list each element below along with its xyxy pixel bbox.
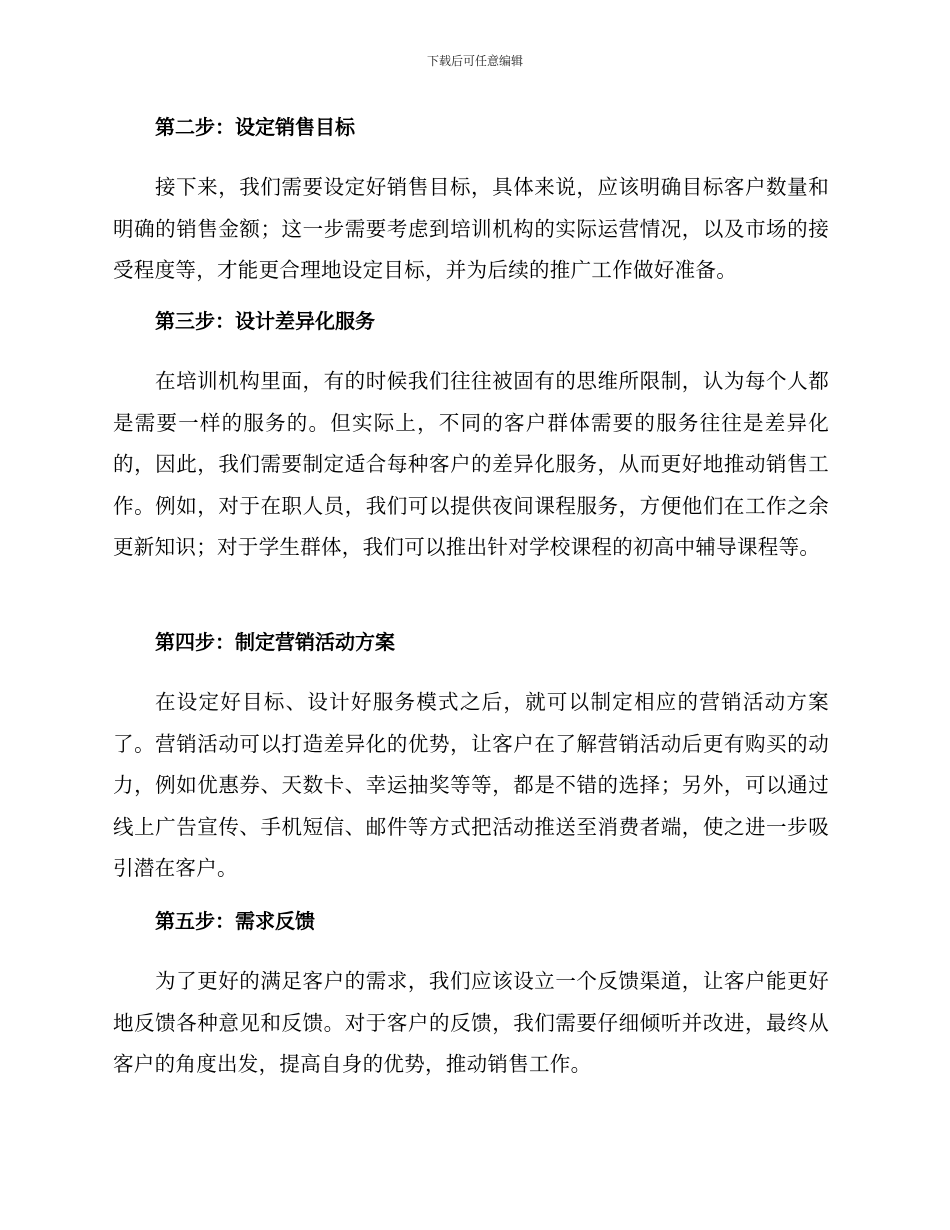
section-paragraph: 在培训机构里面，有的时候我们往往被固有的思维所限制，认为每个人都是需要一样的服务的。但实际上，不同的客户群体需要的服务往往是差异化的，因此，我们需要制定适合每种客户的差异化服务，从而更好地推动销售工作。例如，对于在职人员，我们可以提供夜间课程服务，方便他们在工作之余更新知识；对于学生群体，我们可以推出针对学校课程的初高中辅导课程等。 [113,369,829,559]
section-step-three [113,307,829,569]
section-step-four [113,628,829,890]
section-heading: 第三步：设计差异化服务 [155,309,375,333]
section-paragraph: 为了更好的满足客户的需求，我们应该设立一个反馈渠道，让客户能更好地反馈各种意见和反馈。对于客户的反馈，我们需要仔细倾听并改进，最终从客户的角度出发，提高自身的优势，推动销售工作。 [113,969,829,1076]
section-step-two [113,113,829,292]
section-heading: 第五步：需求反馈 [155,909,315,933]
section-paragraph: 接下来，我们需要设定好销售目标，具体来说，应该明确目标客户数量和明确的销售金额；这一步需要考虑到培训机构的实际运营情况，以及市场的接受程度等，才能更合理地设定目标，并为后续的推广工作做好准备。 [113,175,829,282]
section-step-five [113,907,829,1086]
section-heading: 第二步：设定销售目标 [155,115,355,139]
section-paragraph: 在设定好目标、设计好服务模式之后，就可以制定相应的营销活动方案了。营销活动可以打造差异化的优势，让客户在了解营销活动后更有购买的动力，例如优惠券、天数卡、幸运抽奖等等，都是不错的选择；另外，可以通过线上广告宣传、手机短信、邮件等方式把活动推送至消费者端，使之进一步吸引潜在客户。 [113,690,829,880]
page-header: 下载后可任意编辑 [426,54,523,68]
section-heading: 第四步：制定营销活动方案 [155,630,395,654]
